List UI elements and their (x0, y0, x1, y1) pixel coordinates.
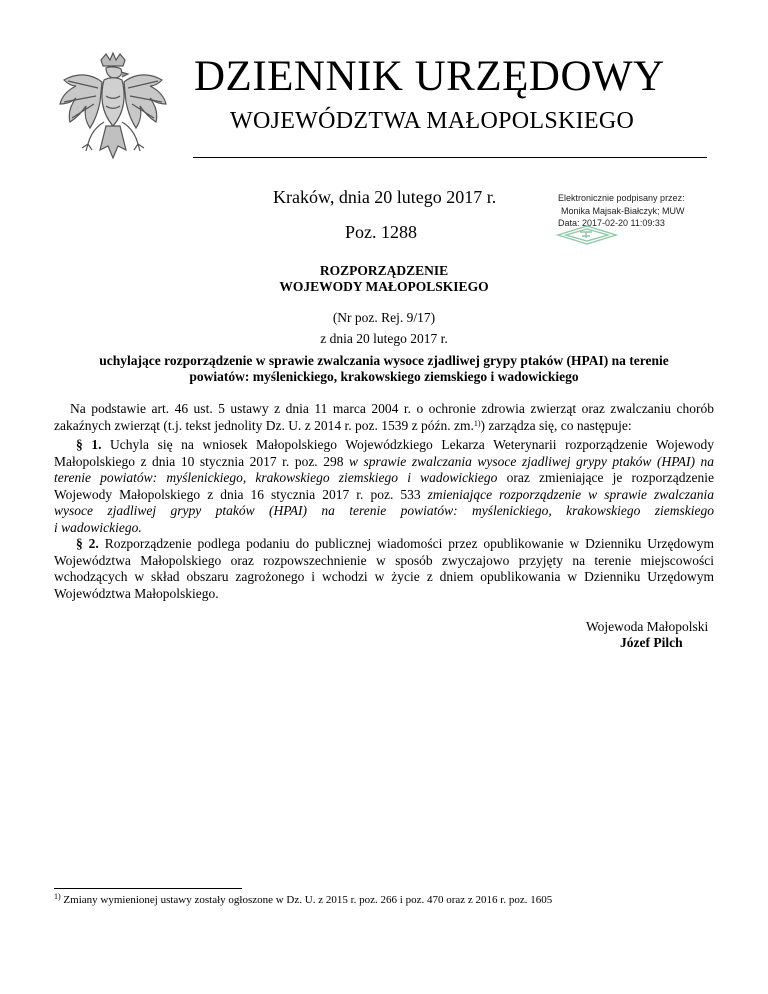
footnote-divider (54, 888, 242, 889)
publication-date: Kraków, dnia 20 lutego 2017 r. (273, 187, 497, 207)
preamble-paragraph (54, 401, 714, 434)
signatory-role: Wojewoda Małopolski (586, 619, 709, 634)
act-date: z dnia 20 lutego 2017 r. (320, 331, 448, 346)
paragraph-line: wchodzących w skład obszaru zagrożonego i wchodzi w życie z dniem opublikowania w Dzienniku Urzędowym (54, 569, 714, 584)
signature-check-icon (556, 224, 618, 246)
masthead-subtitle: WOJEWÓDZTWA MAŁOPOLSKIEGO (230, 108, 635, 134)
section-2-paragraph (54, 536, 714, 602)
signature-stamp-date: Data: 2017-02-20 11:09:33 (558, 218, 665, 228)
signatory-name: Józef Pilch (620, 635, 683, 650)
act-issuer: WOJEWODY MAŁOPOLSKIEGO (279, 279, 489, 294)
registry-number: (Nr poz. Rej. 9/17) (332, 310, 436, 325)
act-subject-line: uchylające rozporządzenie w sprawie zwalczania wysoce zjadliwej grypy ptaków (HPAI) na terenie (99, 353, 669, 368)
paragraph-line: § 1. Uchyla się na wniosek Małopolskiego Wojewódzkiego Lekarza Weterynarii rozporządzenie Wojewody (76, 437, 714, 452)
paragraph-line: Województwa Małopolskiego. (54, 585, 219, 601)
paragraph-line: i wadowickiego. (54, 519, 142, 535)
masthead-title: DZIENNIK URZĘDOWY (194, 53, 665, 100)
signature-stamp-line: Elektronicznie podpisany przez: (558, 193, 685, 203)
paragraph-line: zakaźnych zwierząt (t.j. tekst jednolity Dz. U. z 2014 r. poz. 1539 z późn. zm.$^{1)}$) zarządza się, co następuje: (54, 417, 632, 433)
paragraph-line: § 2. Rozporządzenie podlega podaniu do publicznej wiadomości przez opublikowanie w Dzienniku Urzędowym (76, 536, 715, 551)
section-label: § 2. (76, 536, 99, 551)
paragraph-line: terenie powiatów: myślenickiego, krakowskiego ziemskiego i wadowickiego oraz zmieniające je rozporządzenie (54, 470, 714, 485)
footnote-text: Zmiany wymienionej ustawy zostały ogłoszone w Dz. U. z 2015 r. poz. 266 i poz. 470 oraz z 2016 r. poz. 1605 (60, 894, 553, 906)
paragraph-line: Na podstawie art. 46 ust. 5 ustawy z dnia 11 marca 2004 r. o ochronie zdrowia zwierząt oraz zwalczaniu chorób (70, 401, 714, 416)
paragraph-line: wysoce zjadliwej grypy ptaków (HPAI) na terenie powiatów: myślenickiego, krakowskiego ziemskiego (54, 503, 714, 518)
paragraph-line: Województwa Małopolskiego oraz rozpowszechnienie w sposób zwyczajowo przyjęty na terenie miejscowości (54, 552, 714, 568)
footnote (54, 894, 552, 906)
position-number: Poz. 1288 (345, 222, 417, 242)
section-label: § 1. (76, 437, 102, 452)
act-subject-line: powiatów: myślenickiego, krakowskiego ziemskiego i wadowickiego (189, 369, 579, 384)
footnote-marker: 1) (54, 892, 61, 901)
paragraph-line: Wojewody Małopolskiego z dnia 16 stycznia 2017 r. poz. 533 zmieniające rozporządzenie w sprawie zwalczania (54, 486, 714, 502)
masthead-divider (193, 157, 707, 158)
section-1-paragraph (54, 437, 714, 536)
polish-eagle-emblem-icon (54, 50, 172, 178)
signature-stamp-signer: Monika Majsak-Białczyk; MUW (561, 205, 685, 216)
act-type: ROZPORZĄDZENIE (319, 263, 449, 278)
footnote-reference: 1) (473, 418, 481, 428)
paragraph-line: Małopolskiego z dnia 10 stycznia 2017 r. poz. 298 w sprawie zwalczania wysoce zjadliwej grypy ptaków (HPAI) na (54, 453, 714, 469)
